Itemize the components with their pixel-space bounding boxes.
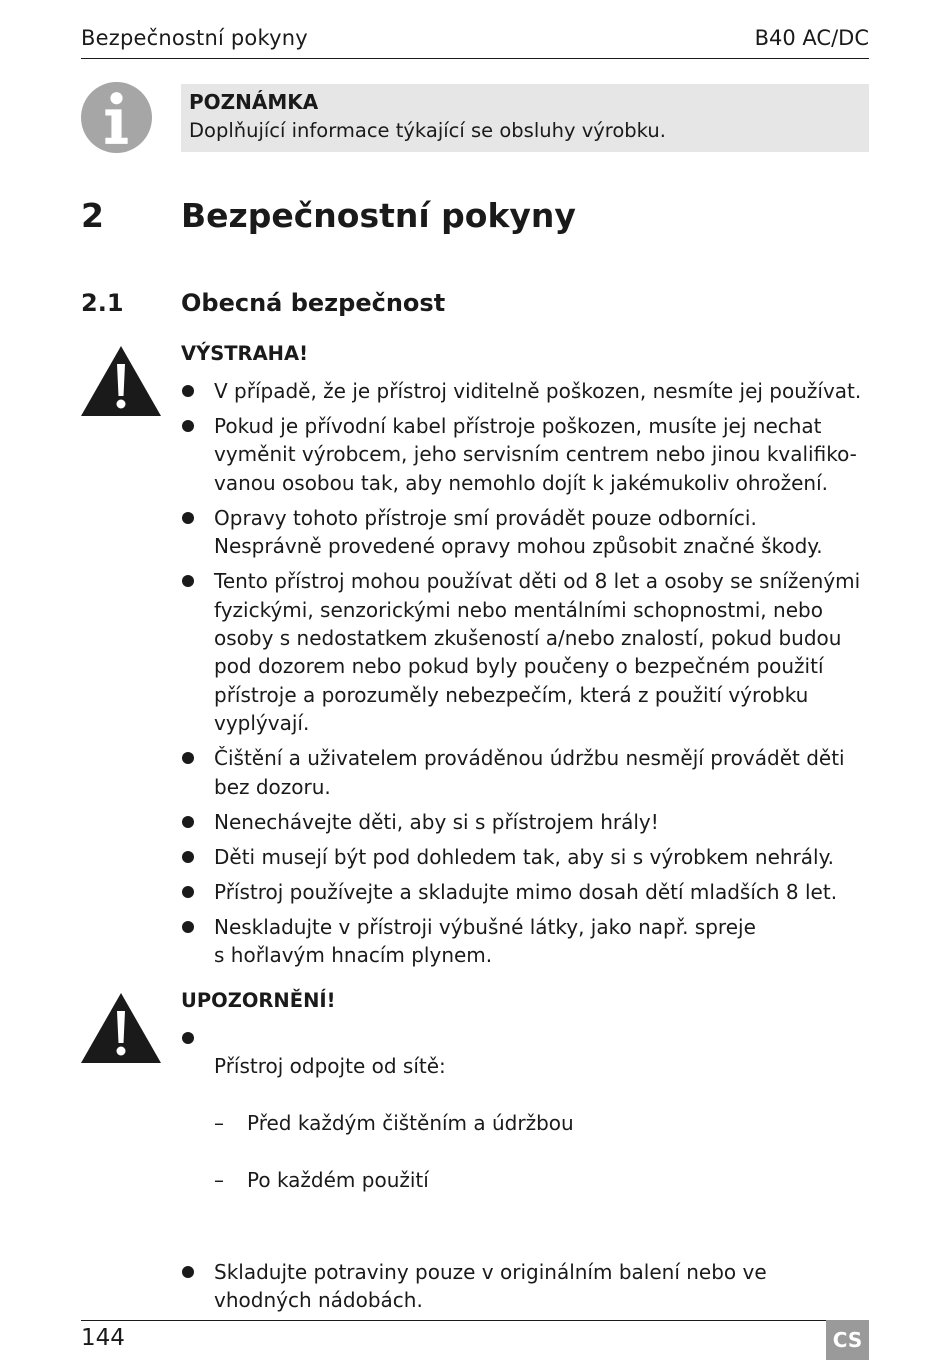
list-item	[181, 1258, 873, 1315]
list-item-text: Skladujte potraviny pouze v originálním balení nebo ve vhodných nádobách.	[214, 1259, 767, 1313]
section-number: 2.1	[81, 289, 124, 317]
bullet-icon	[182, 1032, 194, 1044]
bullet-icon	[182, 752, 194, 764]
list-item-text: Děti musejí být pod dohledem tak, aby si s výrobkem nehrály.	[214, 844, 834, 869]
caution-title: UPOZORNĚNÍ!	[181, 989, 336, 1012]
sub-list-item-text: Po každém použití	[247, 1168, 429, 1193]
sub-list-item-text: Před každým čištěním a údržbou	[247, 1111, 574, 1136]
note-box	[181, 84, 869, 152]
sub-list-item	[214, 1109, 873, 1137]
list-item	[181, 504, 873, 561]
list-item	[181, 808, 873, 836]
list-item	[181, 1024, 873, 1251]
list-item-text: V případě, že je přístroj viditelně poškozen, nesmíte jej používat.	[214, 379, 862, 403]
note-title: POZNÁMKA	[189, 90, 319, 114]
bullet-icon	[182, 575, 194, 587]
bullet-icon	[182, 816, 194, 828]
warning-list	[181, 377, 873, 976]
page-number: 144	[81, 1325, 125, 1351]
list-item-text: Neskladujte v přístroji výbušné látky, jako např. spreje s hořlavým hnacím plynem.	[214, 914, 756, 968]
language-badge: CS	[826, 1320, 869, 1360]
footer-divider	[81, 1320, 869, 1321]
sub-list-item	[214, 1166, 873, 1194]
dash-marker: –	[214, 1111, 224, 1136]
header-model: B40 AC/DC	[754, 26, 869, 50]
warning-triangle-icon	[81, 993, 161, 1063]
list-item	[181, 412, 873, 497]
bullet-icon	[182, 851, 194, 863]
note-text: Doplňující informace týkající se obsluhy výrobku.	[189, 119, 666, 142]
list-item	[181, 567, 873, 737]
list-item	[181, 913, 873, 970]
list-item	[181, 377, 873, 405]
bullet-icon	[182, 385, 194, 397]
bullet-icon	[182, 886, 194, 898]
header-section-title: Bezpečnostní pokyny	[81, 26, 308, 50]
list-item-text: Tento přístroj mohou používat děti od 8 let a osoby se sníženými fyzickými, senzorickými nebo mentálními schopnostmi, nebo osoby s nedostatkem zkušeností a/nebo znalostí, pokud budou pod dozorem nebo pokud byly poučeny o bezpečném použití přístroje a porozuměly nebezpečím, která z použití výrobku vyplývají.	[214, 569, 861, 736]
chapter-title: Bezpečnostní pokyny	[181, 196, 576, 235]
page-header	[81, 26, 869, 59]
bullet-icon	[182, 512, 194, 524]
list-item-text: Pokud je přívodní kabel přístroje poškozen, musíte jej nechat vyměnit výrobcem, jeho servisním centrem nebo jinou kvalifiko- vanou osobou tak, aby nemohlo dojít k jakémukoliv ohrožení.	[214, 414, 857, 495]
chapter-number: 2	[81, 196, 104, 235]
sub-list	[214, 1081, 873, 1223]
bullet-icon	[182, 921, 194, 933]
warning-triangle-icon	[81, 346, 161, 416]
list-item-text: Přístroj odpojte od sítě:	[214, 1054, 446, 1079]
list-item	[181, 843, 873, 871]
list-item-text: Nenechávejte děti, aby si s přístrojem hrály!	[214, 809, 659, 834]
caution-list	[181, 1024, 873, 1321]
warning-title: VÝSTRAHA!	[181, 342, 308, 365]
section-title: Obecná bezpečnost	[181, 289, 446, 317]
list-item	[181, 744, 873, 801]
dash-marker: –	[214, 1168, 224, 1193]
list-item-text: Čištění a uživatelem prováděnou údržbu nesmějí provádět děti bez dozoru.	[214, 746, 845, 799]
list-item-text: Opravy tohoto přístroje smí provádět pouze odborníci. Nesprávně provedené opravy mohou způsobit značné škody.	[214, 505, 823, 559]
bullet-icon	[182, 1266, 194, 1278]
info-icon	[81, 82, 152, 153]
list-item	[181, 878, 873, 906]
bullet-icon	[182, 420, 194, 432]
list-item-text: Přístroj používejte a skladujte mimo dosah dětí mladších 8 let.	[214, 879, 838, 904]
